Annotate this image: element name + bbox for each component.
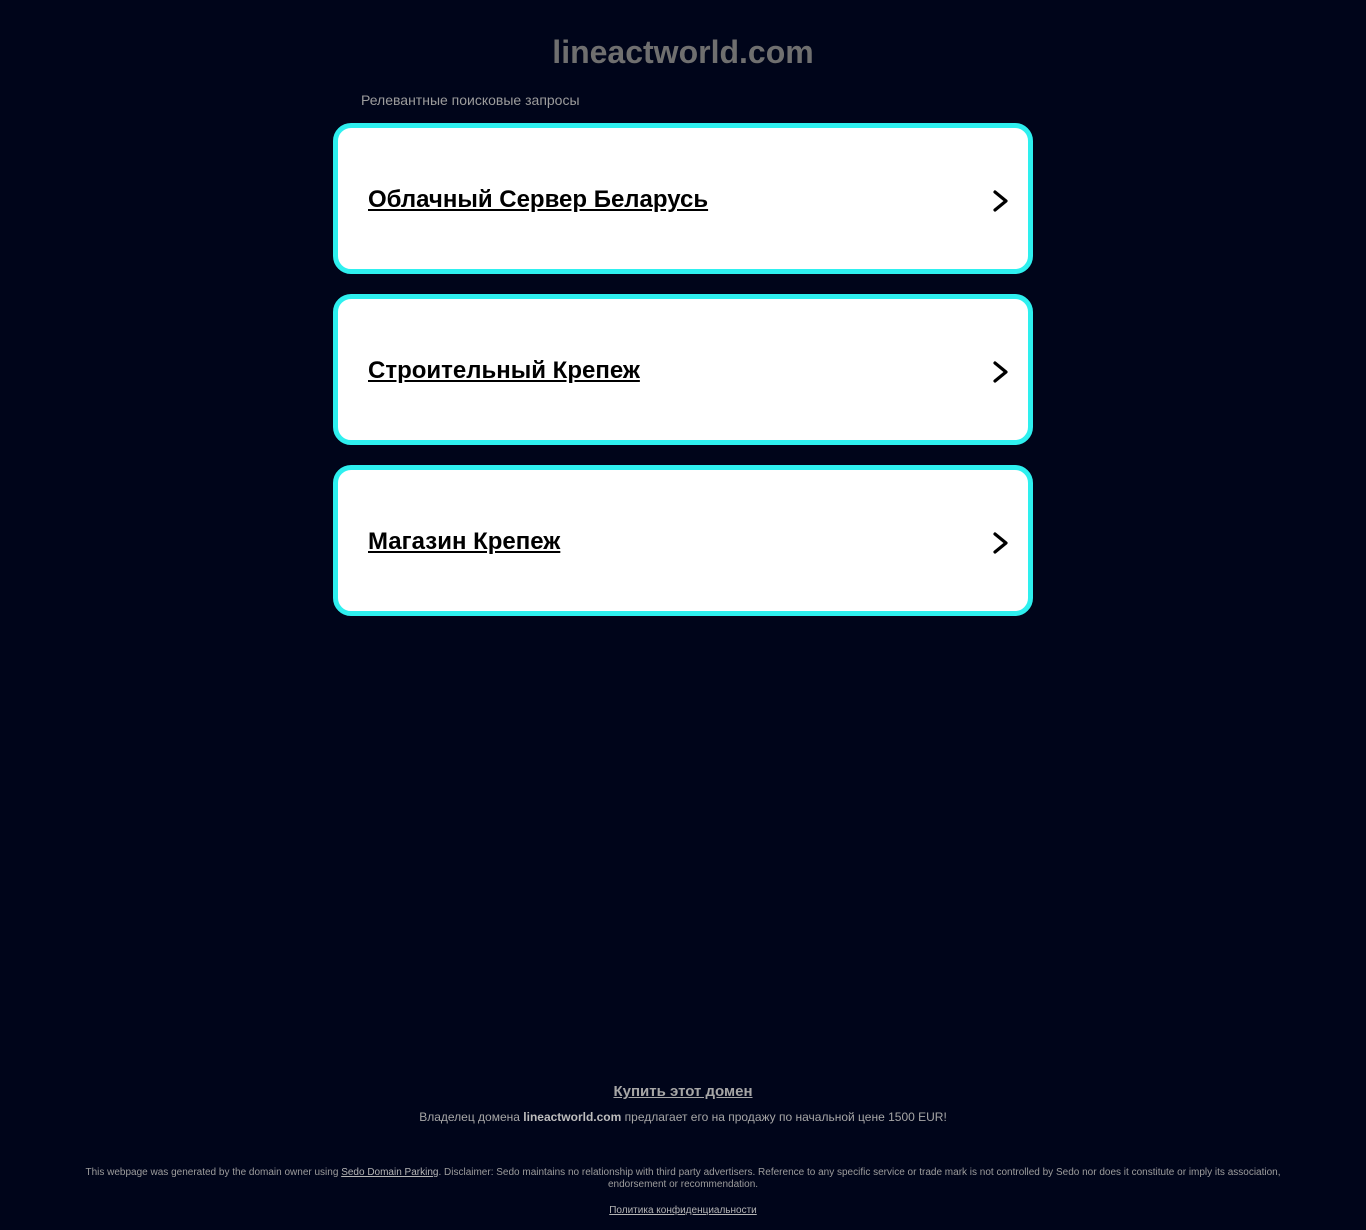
- privacy-section: [0, 1205, 1366, 1217]
- chevron-right-icon: [991, 531, 1011, 555]
- related-link-card[interactable]: [333, 294, 1033, 445]
- related-link-card[interactable]: [333, 123, 1033, 274]
- related-link-label[interactable]: Облачный Сервер Беларусь: [368, 186, 709, 213]
- sedo-parking-link[interactable]: Sedo Domain Parking: [341, 1167, 439, 1178]
- privacy-policy-link[interactable]: Политика конфиденциальности: [609, 1205, 757, 1216]
- chevron-right-icon: [991, 189, 1011, 213]
- related-link-label[interactable]: Магазин Крепеж: [368, 528, 561, 555]
- sale-text-prefix: Владелец домена: [419, 1110, 524, 1124]
- related-link-card[interactable]: [333, 465, 1033, 616]
- sale-text-suffix: предлагает его на продажу по начальной цене 1500 EUR!: [621, 1110, 947, 1124]
- related-links-list: [333, 123, 1033, 636]
- disclaimer-prefix: This webpage was generated by the domain owner using: [85, 1167, 342, 1178]
- sale-notice: [0, 1110, 1366, 1125]
- related-searches-heading: Релевантные поисковые запросы: [361, 92, 580, 108]
- sale-domain: lineactworld.com: [523, 1110, 622, 1124]
- disclaimer-text: . Disclaimer: Sedo maintains no relationship with third party advertisers. Reference to any specific service or trade mark is not controlled by Sedo nor does it constitute or imply its association, endorsement or recommendation.: [438, 1167, 1281, 1190]
- chevron-right-icon: [991, 360, 1011, 384]
- buy-domain-link[interactable]: Купить этот домен: [613, 1083, 753, 1100]
- disclaimer: [80, 1167, 1286, 1191]
- domain-title: lineactworld.com: [552, 34, 814, 70]
- buy-domain-section: [0, 1083, 1366, 1101]
- related-link-label[interactable]: Строительный Крепеж: [368, 357, 640, 384]
